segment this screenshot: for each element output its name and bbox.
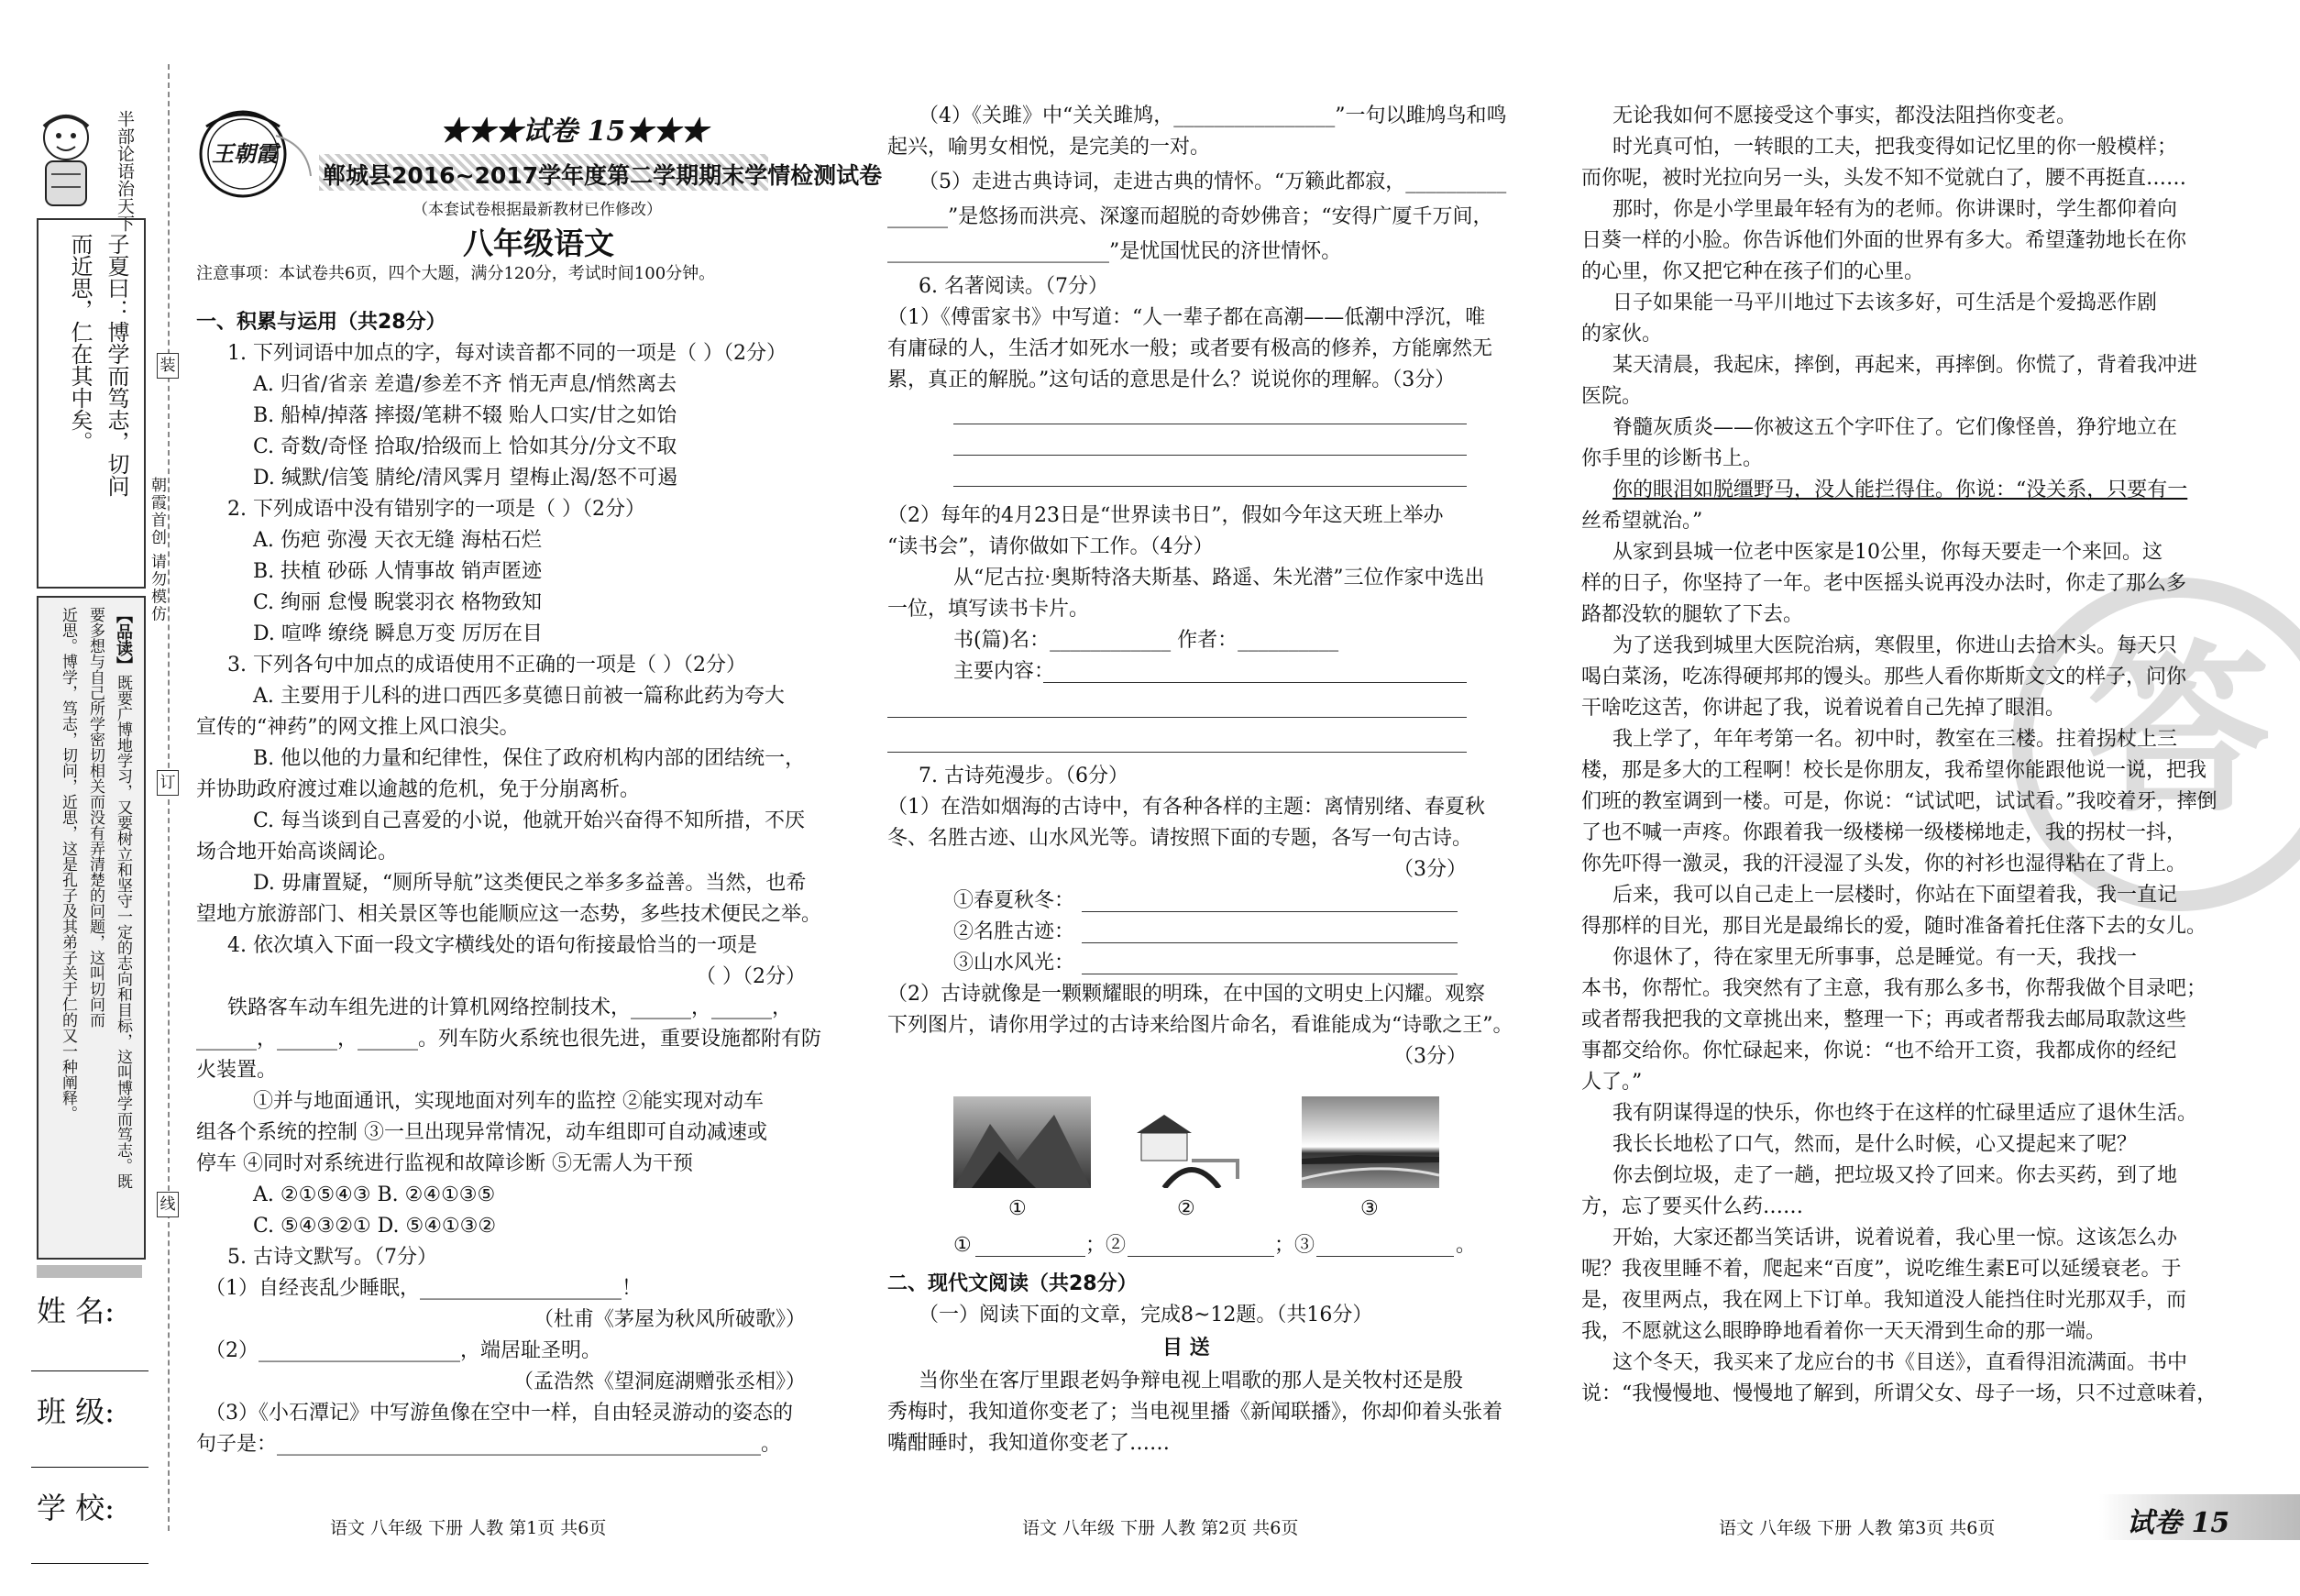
poem-answer-end: 。 xyxy=(1456,1234,1477,1257)
q3-option-a[interactable]: A. 主要用于儿科的进口西匹多莫德日前被一篇称此药为夸大 xyxy=(253,685,785,708)
q5-5-cont-1[interactable]: ______”是悠扬而洪亮、深邃而超脱的奇妙佛音；“安得广厦千万间， xyxy=(887,205,1493,228)
bind-mark-1: 装 xyxy=(157,353,179,379)
q4-items-3: 停车 ④同时对系统进行监视和故障诊断 ⑤无需人为干预 xyxy=(196,1152,693,1175)
strip-header-small: 半部论语治天下 xyxy=(115,110,135,232)
article-line-7: 日子如果能一马平川地过下去该多好，可生活是个爱捣恶作剧 xyxy=(1612,292,2158,314)
article-line-11: 脊髓灰质炎——你被这五个字吓住了。它们像怪兽，狰狞地立在 xyxy=(1612,416,2178,439)
q7-landmark-line[interactable] xyxy=(1082,942,1458,943)
footer-page-1: 语文 八年级 下册 人教 第1页 共6页 xyxy=(330,1518,607,1538)
poem-answer-3[interactable] xyxy=(1316,1256,1454,1257)
article-line-15: 从家到县城一位老中医家是10公里，你每天要走一个来回。这 xyxy=(1612,541,2162,564)
quote-line-2: 而近思，仁在其中矣。 xyxy=(67,233,93,453)
poem-answer-1[interactable] xyxy=(975,1256,1085,1257)
footer-page-3: 语文 八年级 下册 人教 第3页 共6页 xyxy=(1719,1518,1996,1538)
q4-items-1: ①并与地面通讯，实现地面对列车的监控 ②能实现对动车 xyxy=(253,1090,764,1113)
corner-tag-text: 试卷 15 xyxy=(2127,1507,2230,1539)
poem-image-label-3: ③ xyxy=(1360,1197,1379,1220)
q6-stem: 6. 名著阅读。（7分） xyxy=(919,275,1108,298)
q6-1-answer-line-3[interactable] xyxy=(953,486,1467,487)
subject-title: 八年级语文 xyxy=(463,226,614,261)
column-2 xyxy=(887,101,1513,1503)
q2-option-d[interactable]: D. 喧哗 缭绕 瞬息万变 厉厉在目 xyxy=(253,622,543,645)
poem-answer-2[interactable] xyxy=(1128,1256,1274,1257)
q7-stem: 7. 古诗苑漫步。（6分） xyxy=(919,765,1128,787)
article-line-3: 而你呢，被时光拉向另一头，头发不知不觉就白了，腰不再挺直…… xyxy=(1581,167,2187,190)
article-line-14: 丝希望就治。” xyxy=(1581,510,1703,533)
article-line-2: 时光真可怕，一转眼的工夫，把我变得如记忆里的你一般模样； xyxy=(1612,136,2178,159)
binding-line xyxy=(168,64,170,1531)
pinjie-title: 【品读】 xyxy=(114,607,133,673)
q7-spring-line[interactable] xyxy=(1082,911,1458,912)
article-line-29: 本书，你帮忙。我突然有了主意，我有那么多书，你帮我做个目录吧； xyxy=(1581,977,2207,1000)
book-card-content-label: 主要内容： xyxy=(953,660,1055,683)
q2-stem: 2. 下列成语中没有错别字的一项是（ ）（2分） xyxy=(227,498,645,521)
q4-stem: 4. 依次填入下面一段文字横线处的语句衔接最恰当的一项是 xyxy=(227,934,757,957)
q7-scenery: ③山水风光： xyxy=(953,952,1075,974)
q7-1-line-2: 冬、名胜古迹、山水风光等。请按照下面的专题，各写一句古诗。 xyxy=(887,827,1473,850)
article-line-19: 喝白菜汤，吃冻得硬邦邦的馒头。那些人看你斯斯文文的样子，问你 xyxy=(1581,666,2187,688)
q3-option-c[interactable]: C. 每当谈到自己喜爱的小说，他就开始兴奋得不知所措，不厌 xyxy=(253,809,806,832)
article-line-27: 得那样的目光，那目光是最绵长的爱，随时准备着托住落下去的女儿。 xyxy=(1581,915,2207,938)
q4-score: （ ）（2分） xyxy=(696,965,806,988)
q5-4-cont: 起兴，喻男女相悦，是完美的一对。 xyxy=(887,136,1211,159)
cartoon-logo xyxy=(31,110,101,211)
q7-spring: ①春夏秋冬： xyxy=(953,889,1075,912)
notice: 注意事项：本试卷共6页，四个大题，满分120分，考试时间100分钟。 xyxy=(196,264,716,283)
q5-5-cont-2[interactable]: ______________________”是忧国忧民的济世情怀。 xyxy=(887,240,1342,263)
column-1 xyxy=(196,307,822,1499)
q6-1-line-2: 有庸碌的人，生活才如死水一般；或者要有极高的修养，方能廓然无 xyxy=(887,337,1493,360)
school-field[interactable] xyxy=(31,1563,149,1564)
article-line-5: 日葵一样的小脸。你告诉他们外面的世界有多大。希望蓬勃地长在你 xyxy=(1581,229,2187,252)
article-line-24: 了也不喊一声疼。你跟着我一级楼梯一级楼梯地走，我的拐杖一抖， xyxy=(1581,821,2187,844)
class-label: 班 级: xyxy=(37,1394,115,1429)
article-line-26: 后来，我可以自己走上一层楼时，你站在下面望着我，我一直记 xyxy=(1612,884,2178,907)
left-strip xyxy=(28,101,151,1525)
q2-option-b[interactable]: B. 扶植 砂砾 人情事故 销声匿迹 xyxy=(253,560,543,583)
q5-1-source: （杜甫《茅屋为秋风所破歌》） xyxy=(533,1308,806,1331)
article-line-16: 样的日子，你坚持了一年。老中医摇头说再没办法时，你走了那么多 xyxy=(1581,572,2187,595)
article-line-30: 或者帮我把我的文章挑出来，整理一下；再或者帮我去邮局取款这些 xyxy=(1581,1008,2187,1031)
q2-option-a[interactable]: A. 伤疤 弥漫 天衣无缝 海枯石烂 xyxy=(253,529,542,552)
article-p1-line-3: 嘴酣睡时，我知道你变老了…… xyxy=(887,1432,1171,1455)
column-3 xyxy=(1581,101,2271,1503)
article-line-34: 我长长地松了口气，然而，是什么时候，心又提起来了呢？ xyxy=(1612,1133,2138,1156)
q5-4[interactable]: （4）《关雎》中“关关雎鸠，________________”一句以雎鸠鸟和鸣 xyxy=(919,105,1507,127)
q6-1-line-1: （1）《傅雷家书》中写道：“人一辈子都在高潮——低潮中浮沉，唯 xyxy=(887,306,1486,329)
name-label: 姓 名: xyxy=(37,1293,115,1328)
article-line-25: 你先吓得一激灵，我的汗浸湿了头发，你的衬衫也湿得粘在了背上。 xyxy=(1581,853,2187,875)
q7-2-line-2: 下列图片，请你用学过的古诗来给图片命名，看谁能成为“诗歌之王”。 xyxy=(887,1014,1513,1037)
article-line-23: 们班的教室调到一楼。可是，你说：“试试吧，试试看。”我咬着牙，摔倒 xyxy=(1581,790,2217,813)
q3-stem: 3. 下列各句中加点的成语使用不正确的一项是（ ）（2分） xyxy=(227,654,746,677)
poem-image-label-2: ② xyxy=(1177,1197,1195,1220)
poem-image-1 xyxy=(953,1096,1091,1188)
poem-answer-2-label: ；② xyxy=(1085,1234,1127,1257)
poem-answer-1-label: ① xyxy=(953,1234,972,1257)
q5-3-answer[interactable]: 句子是：________________________________________________。 xyxy=(196,1433,782,1456)
class-field[interactable] xyxy=(31,1467,149,1468)
poem-image-2 xyxy=(1128,1096,1247,1188)
article-line-10: 医院。 xyxy=(1581,385,1643,408)
article-line-1: 无论我如何不愿接受这个事实，都没法阻挡你变老。 xyxy=(1612,105,2077,127)
brand-name: 王朝霞 xyxy=(212,140,278,167)
vertical-notice: 朝霞首创 请勿模仿 xyxy=(148,477,166,623)
q5-3: （3）《小石潭记》中写游鱼像在空中一样，自由轻灵游动的姿态的 xyxy=(205,1402,793,1425)
q6-1-answer-line-2[interactable] xyxy=(953,455,1467,456)
exam-title: 郸城县2016~2017学年度第二学期期末学情检测试卷 xyxy=(323,162,883,189)
article-line-18: 为了送我到城里大医院治病，寒假里，你进山去拾木头。每天只 xyxy=(1612,634,2178,657)
q1-stem: 1. 下列词语中加点的字，每对读音都不同的一项是（ ）（2分） xyxy=(227,342,787,365)
watermark: 答 xyxy=(2012,578,2300,911)
q5-1[interactable]: （1）自经丧乱少睡眠，____________________！ xyxy=(205,1277,642,1300)
q7-1-line-1: （1）在浩如烟海的古诗中，有各种各样的主题：离情别绪、春夏秋 xyxy=(887,796,1485,819)
article-line-12: 你手里的诊断书上。 xyxy=(1581,447,1764,470)
bind-mark-3: 线 xyxy=(157,1192,179,1217)
poem-image-label-1: ① xyxy=(1008,1197,1027,1220)
q2-option-c[interactable]: C. 绚丽 怠慢 睨裳羽衣 格物致知 xyxy=(253,591,543,614)
q3-option-d[interactable]: D. 毋庸置疑，“厕所导航”这类便民之举多多益善。当然，也希 xyxy=(253,872,807,895)
pinjie-box xyxy=(37,596,146,1260)
bind-mark-2: 订 xyxy=(157,770,179,796)
q4-passage-2: ______，______，______。列车防火系统也很先进，重要设施都附有防 xyxy=(196,1028,822,1051)
q4-passage-3: 火装置。 xyxy=(196,1059,278,1082)
article-line-35: 你去倒垃圾，走了一趟，把垃圾又拎了回来。你去买药，到了地 xyxy=(1612,1164,2178,1187)
q1-option-d[interactable]: D. 缄默/信笺 腈纶/清风霁月 望梅止渴/怒不可遏 xyxy=(253,467,678,490)
q7-1-score: （3分） xyxy=(1393,858,1467,881)
article-line-6: 的心里，你又把它种在孩子们的心里。 xyxy=(1581,260,1925,283)
article-line-40: 我，不愿就这么眼睁睁地看着你一天天滑到生命的那一端。 xyxy=(1581,1320,2107,1343)
book-card-line-3[interactable] xyxy=(887,752,1467,753)
q5-2[interactable]: （2）____________________，端居耻圣明。 xyxy=(205,1339,601,1362)
test-number: ★★★试卷 15★★★ xyxy=(440,116,709,148)
article-line-13: 你的眼泪如脱缰野马，没人能拦得住。你说：“没关系，只要有一 xyxy=(1612,479,2188,501)
q4-passage-1: 铁路客车动车组先进的计算机网络控制技术，______，______， xyxy=(227,996,793,1019)
poem-image-3 xyxy=(1302,1096,1439,1188)
reading-1-instructions: （一）阅读下面的文章，完成8~12题。（共16分） xyxy=(919,1304,1373,1326)
article-line-36: 方，忘了要买什么药…… xyxy=(1581,1195,1804,1218)
article-line-38: 呢？我夜里睡不着，爬起来“百度”，说吃维生素E可以延缓衰老。于 xyxy=(1581,1258,2182,1281)
q3-option-b-cont: 并协助政府渡过难以逾越的危机，免于分崩离析。 xyxy=(196,778,641,801)
article-line-22: 楼，那是多大的工程啊！校长是你朋友，我希望你能跟他说一说，把我 xyxy=(1581,759,2207,782)
article-title: 目 送 xyxy=(1162,1337,1210,1359)
book-card-line-2[interactable] xyxy=(887,717,1467,718)
brand-logo xyxy=(188,108,316,200)
article-line-32: 人了。” xyxy=(1581,1071,1643,1094)
article-line-31: 事都交给你。你忙碌起来，你说：“也不给开工资，我都成你的经纪 xyxy=(1581,1040,2177,1062)
q3-option-b[interactable]: B. 他以他的力量和纪律性，保住了政府机构内部的团结统一， xyxy=(253,747,806,770)
section-2-title: 二、现代文阅读（共28分） xyxy=(887,1272,1138,1295)
article-line-41: 这个冬天，我买来了龙应台的书《目送》，直看得泪流满面。书中 xyxy=(1612,1351,2188,1374)
article-line-37: 开始，大家还都当笑话讲，说着说着，我心里一惊。这该怎么办 xyxy=(1612,1227,2178,1249)
q4-items-2: 组各个系统的控制 ③一旦出现异常情况，动车组即可自动减速或 xyxy=(196,1121,767,1144)
q3-option-a-cont: 宣传的“神药”的网文推上风口浪尖。 xyxy=(196,716,520,739)
q1-option-c[interactable]: C. 奇数/奇怪 拾取/拾级而上 恰如其分/分文不取 xyxy=(253,435,677,458)
book-card-line-1[interactable] xyxy=(1043,682,1467,683)
q1-option-a[interactable]: A. 归省/省亲 差遣/参差不齐 悄无声息/悄然离去 xyxy=(253,373,677,396)
q6-2-line-1: （2）每年的4月23日是“世界读书日”，假如今年这天班上举办 xyxy=(887,504,1444,527)
exam-note: （本套试卷根据最新教材已作修改） xyxy=(413,201,662,219)
article-line-28: 你退休了，待在家里无所事事，总是睡觉。有一天，我找一 xyxy=(1612,946,2138,969)
q5-stem: 5. 古诗文默写。（7分） xyxy=(227,1246,437,1269)
strip-bottom-bar xyxy=(37,1265,142,1278)
q7-landmark: ②名胜古迹： xyxy=(953,920,1075,943)
school-label: 学 校: xyxy=(37,1491,115,1525)
quote-line-1: 子夏曰：博学而笃志，切问 xyxy=(104,233,129,497)
pinjie-text-2: 要多想与自己所学密切相关而没有弄清楚的问题，这叫切问而 xyxy=(86,607,105,1028)
article-line-21: 我上学了，年年考第一名。初中时，教室在三楼。拄着拐杖上三 xyxy=(1612,728,2178,751)
article-line-4: 那时，你是小学里最年轻有为的老师。你讲课时，学生都仰着向 xyxy=(1612,198,2178,221)
article-line-9: 某天清晨，我起床，摔倒，再起来，再摔倒。你慌了，背着我冲进 xyxy=(1612,354,2198,377)
footer-page-2: 语文 八年级 下册 人教 第2页 共6页 xyxy=(1022,1518,1299,1538)
article-p1-line-1: 当你坐在客厅里跟老妈争辩电视上唱歌的那人是关牧村还是殷 xyxy=(919,1370,1464,1392)
book-card-title-author[interactable]: 书(篇)名：____________ 作者：__________ xyxy=(953,629,1339,652)
q3-option-c-cont: 场合地开始高谈阔论。 xyxy=(196,841,399,864)
q7-2-score: （3分） xyxy=(1393,1045,1467,1068)
q3-option-d-cont: 望地方旅游部门、相关景区等也能顺应这一态势，多些技术便民之举。 xyxy=(196,903,822,926)
article-line-8: 的家伙。 xyxy=(1581,323,1663,346)
q7-2-line-1: （2）古诗就像是一颗颗耀眼的明珠，在中国的文明史上闪耀。观察 xyxy=(887,983,1485,1006)
pinjie-text-3: 近思。博学，笃志，切问，近思，这是孔子及其弟子关于仁的又一种阐释。 xyxy=(59,607,77,1121)
q4-options-cd[interactable]: C. ⑤④③②① D. ⑤④①③② xyxy=(253,1215,497,1238)
article-line-17: 路都没软的腿软了下去。 xyxy=(1581,603,1804,626)
article-line-33: 我有阴谋得逞的快乐，你也终于在这样的忙碌里适应了退休生活。 xyxy=(1612,1102,2198,1125)
q6-2-line-4: 一位，填写读书卡片。 xyxy=(887,598,1090,621)
quote-box xyxy=(37,218,146,589)
q4-options-ab[interactable]: A. ②①⑤④③ B. ②④①③⑤ xyxy=(253,1183,496,1206)
q6-1-line-3: 累，真正的解脱。”这句话的意思是什么？说说你的理解。（3分） xyxy=(887,369,1456,391)
pinjie-text-1: 既要广博地学习，又要树立和坚守一定的志向和目标，这叫博学而笃志。既 xyxy=(114,675,132,1189)
q6-2-line-3: 从“尼古拉·奥斯特洛夫斯基、路遥、朱光潜”三位作家中选出 xyxy=(953,567,1485,589)
name-field[interactable] xyxy=(31,1370,149,1371)
article-line-42: 说：“我慢慢地、慢慢地了解到，所谓父女、母子一场，只不过意味着， xyxy=(1581,1382,2217,1405)
q1-option-b[interactable]: B. 船棹/掉落 摔掇/笔耕不辍 贻人口实/甘之如饴 xyxy=(253,404,677,427)
q5-5[interactable]: （5）走进古典诗词，走进古典的情怀。“万籁此都寂，__________ xyxy=(919,171,1507,193)
article-line-39: 是，夜里两点，我在网上下订单。我知道没人能挡住时光那双手，而 xyxy=(1581,1289,2187,1312)
q5-2-source: （孟浩然《望洞庭湖赠张丞相》） xyxy=(512,1370,806,1393)
q6-2-line-2: “读书会”，请你做如下工作。（4分） xyxy=(887,535,1214,558)
poem-answer-3-label: ；③ xyxy=(1274,1234,1315,1257)
article-p1-line-2: 秀梅时，我知道你变老了；当电视里播《新闻联播》，你却仰着头张着 xyxy=(887,1401,1503,1424)
section-1-title: 一、积累与运用（共28分） xyxy=(196,311,446,334)
article-line-20: 干啥吃这苦，你讲起了我，说着说着自己先掉了眼泪。 xyxy=(1581,697,2066,720)
